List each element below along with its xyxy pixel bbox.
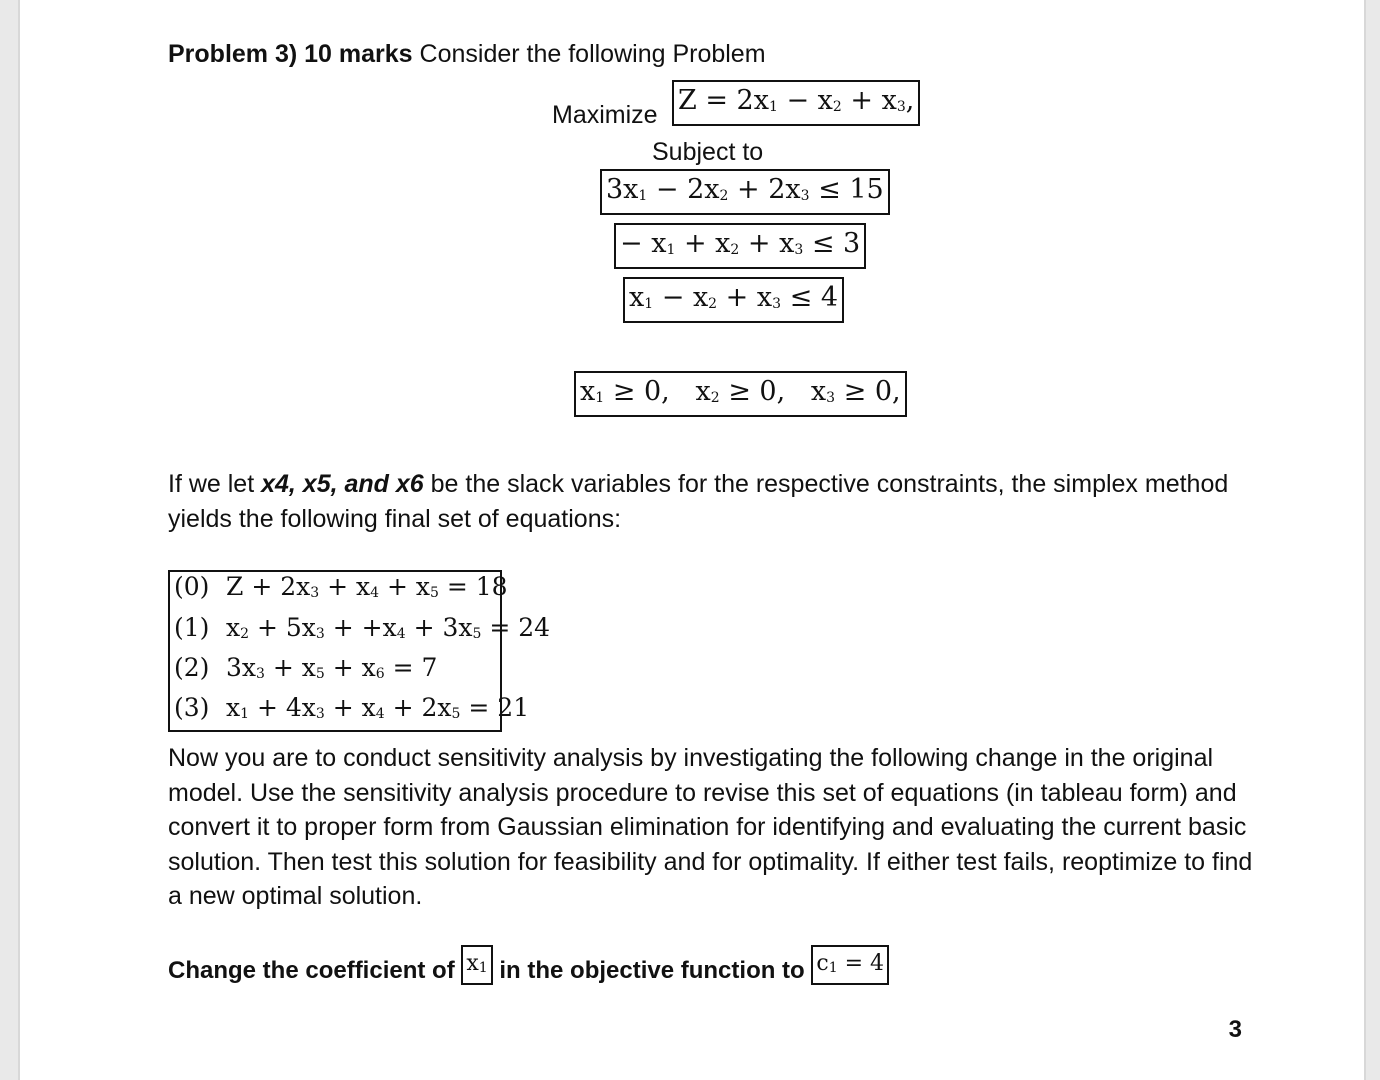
maximize-label: Maximize	[552, 101, 658, 129]
nonnegativity-constraints: $x_1 \ge 0$, $x_2 \ge 0$, $x_3 \ge 0$,	[574, 371, 907, 417]
subject-to-label: Subject to	[652, 138, 764, 166]
variable-box: $x_1$	[461, 945, 492, 985]
change-instruction: Change the coefficient of $x_1$ in the objective function to $c_1 = 4$	[168, 945, 889, 985]
problem-heading-rest: Consider the following Problem	[419, 40, 766, 68]
equation-row: (3) $x_1 + 4x_3 + x_4 + 2x_5 = 21$	[174, 693, 530, 722]
coefficient-box: $c_1 = 4$	[811, 945, 889, 985]
instructions-paragraph: Now you are to conduct sensitivity analysis by investigating the following change in the original model. Use the sensitivity analysis procedure to revise this set of equations (in tableau form) and convert it to proper form from Gaussian elimination for identifying and evaluating the current basic solution. Then test this solution for feasibility and for optimality. If either test fails, reoptimize to find a new optimal solution.	[168, 744, 1253, 910]
page-number: 3	[1228, 1016, 1242, 1043]
equation-row: (2) $3x_3 + x_5 + x_6 = 7$	[174, 653, 438, 682]
equation-row: (1) $x_2 + 5x_3 + +x_4 + 3x_5 = 24$	[174, 613, 551, 642]
slack-variables-paragraph: If we let x4, x5, and x6 be the slack variables for the respective constraints, the simplex method yields the following final set of equations:	[168, 470, 1229, 533]
objective-function: $Z = 2x_1 - x_2 + x_3$,	[672, 80, 920, 126]
constraint-3: $x_1 - x_2 + x_3 \le 4$	[623, 277, 844, 323]
final-equations-box	[168, 570, 551, 732]
slack-variable-names: x4, x5, and x6	[261, 470, 424, 498]
constraint-2: − $x_1 + x_2 + x_3 \le 3$	[614, 223, 866, 269]
problem-heading-bold: Problem 3) 10 marks	[168, 40, 413, 68]
equation-row: (0) $Z + 2x_3 + x_4 + x_5 = 18$	[174, 572, 508, 601]
document-page	[18, 0, 1366, 1080]
problem-heading	[168, 40, 766, 69]
constraint-1: $3x_1 - 2x_2 + 2x_3 \le 15$	[600, 169, 890, 215]
